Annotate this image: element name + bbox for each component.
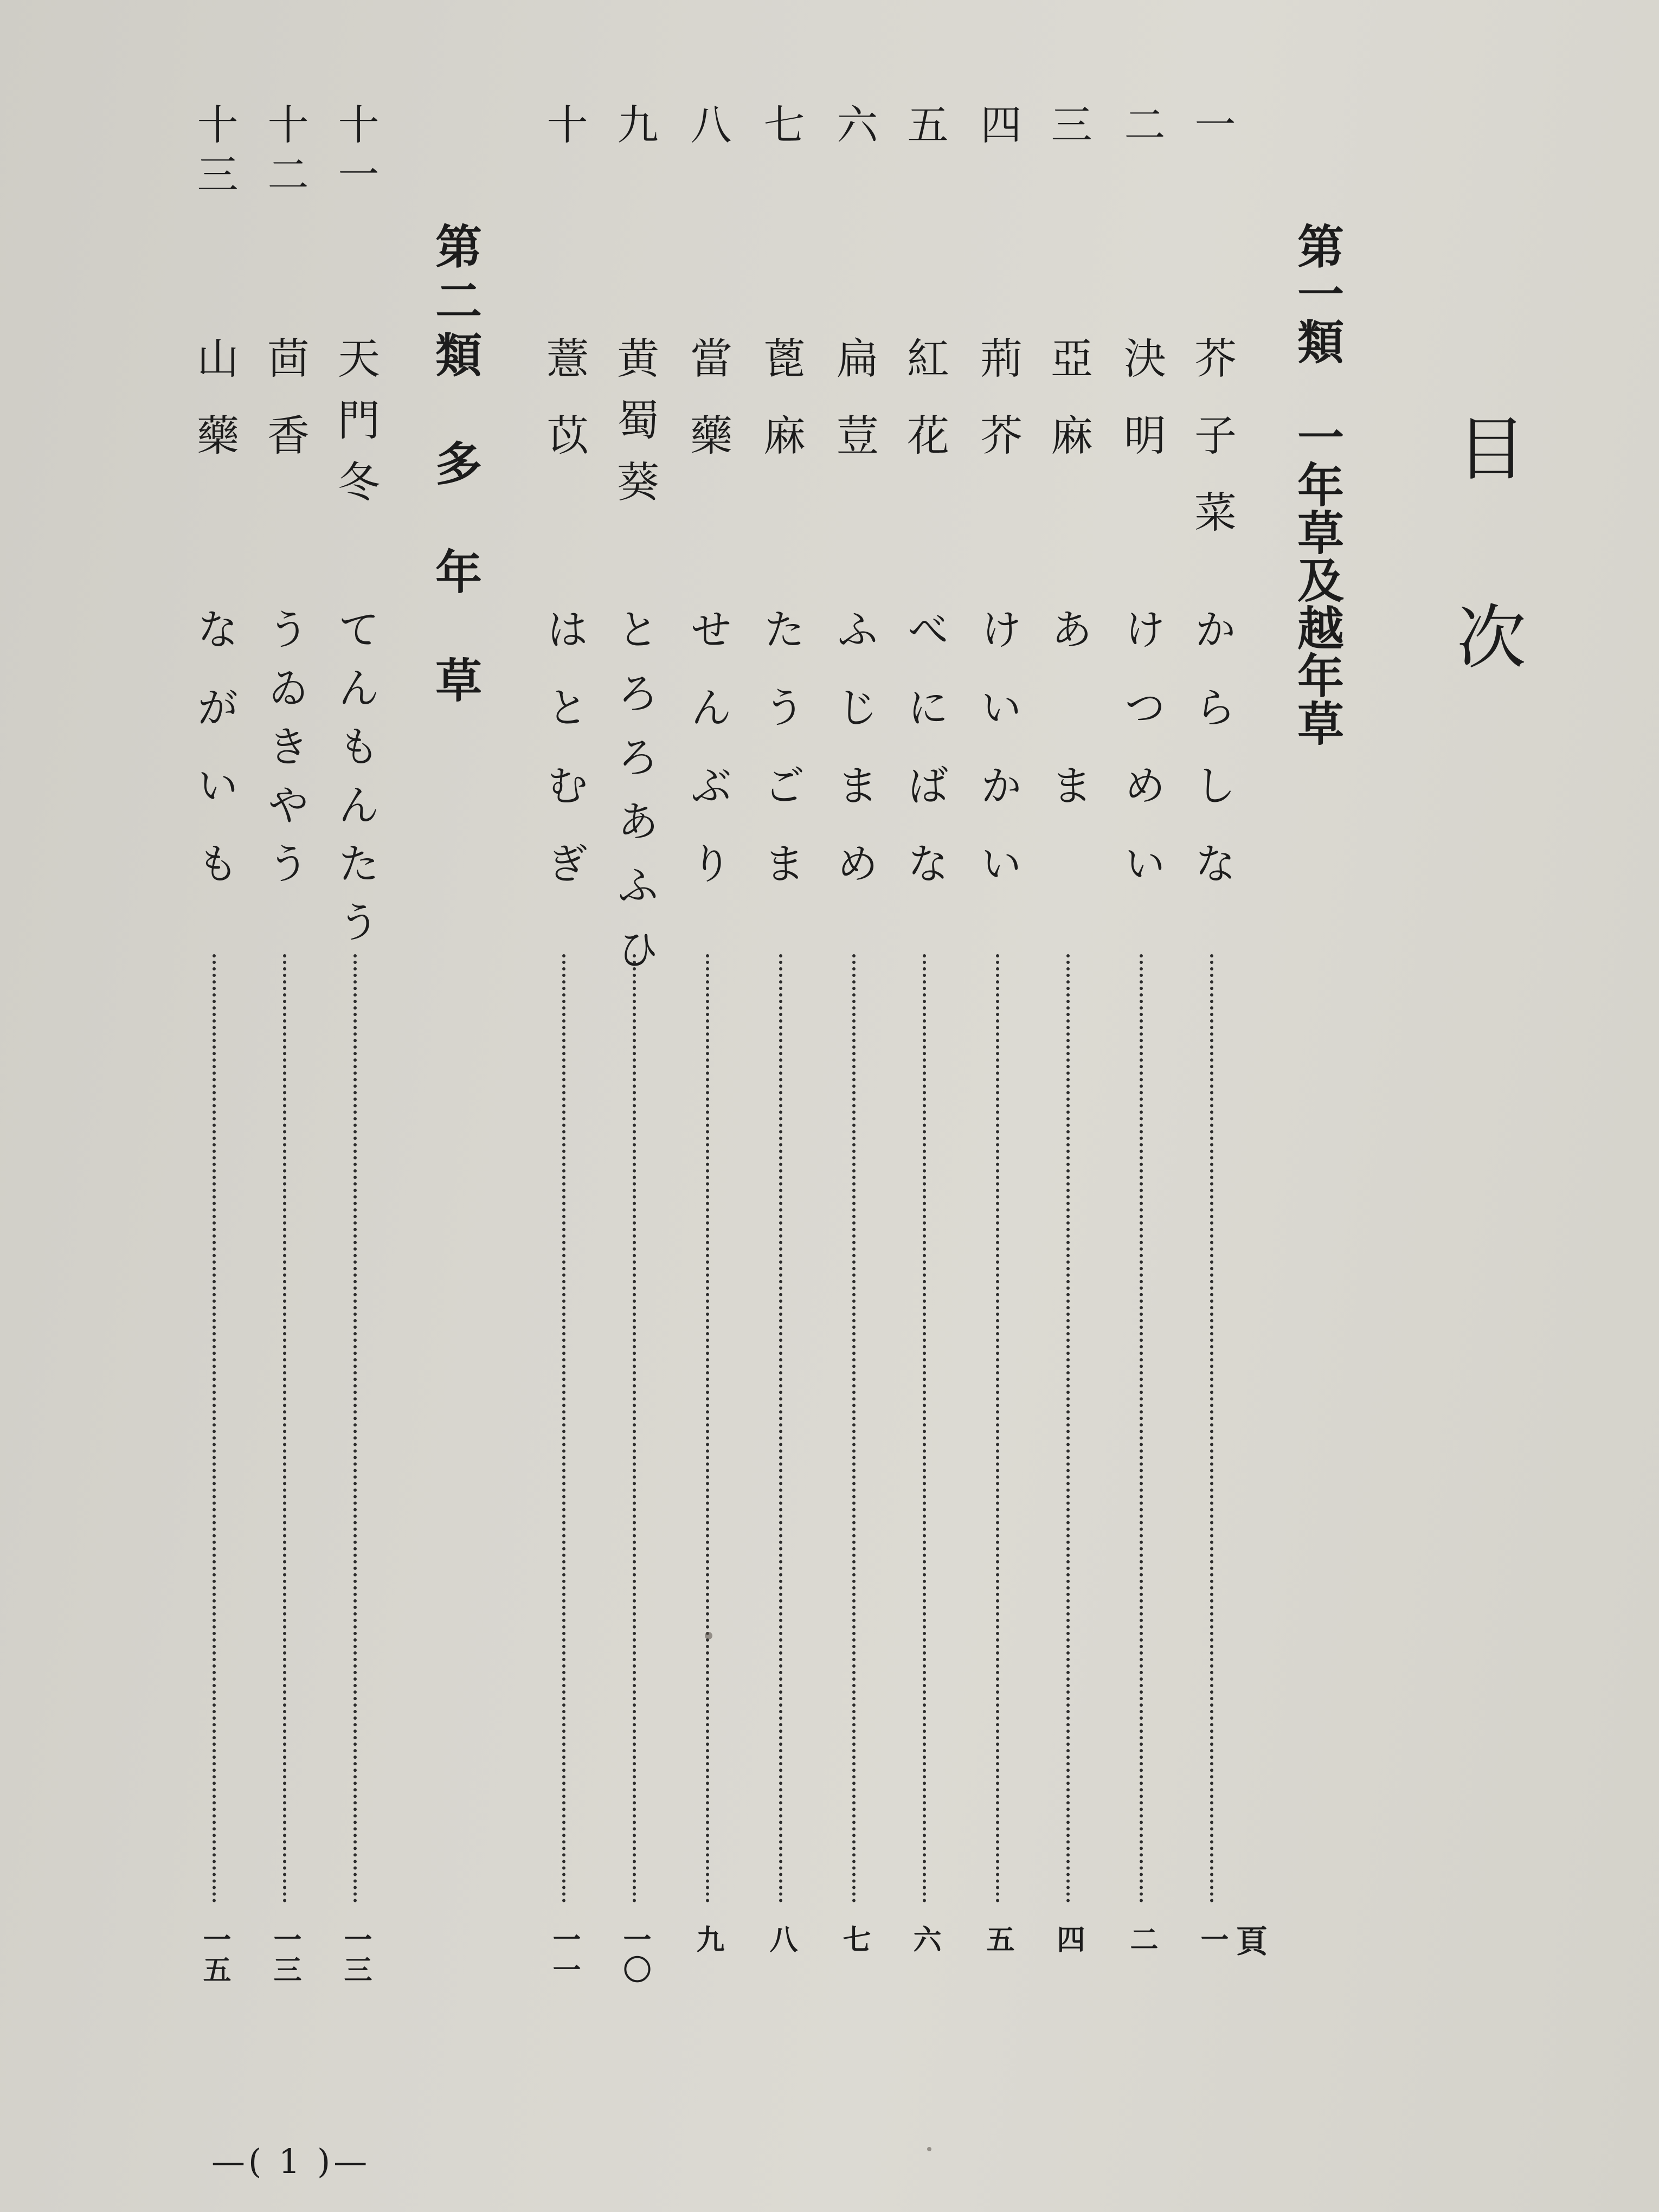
dot-leader [1140, 954, 1143, 1903]
dot-leader [779, 954, 782, 1903]
entry-name: 山藥 [190, 336, 239, 490]
dot-leader [1210, 954, 1213, 1903]
section-heading-1: 第一類 一年草及越年草 [1289, 222, 1344, 747]
dot-leader [633, 954, 636, 1903]
entry-number: 七 [757, 103, 805, 153]
entry-reading: からしな [1187, 607, 1236, 919]
entry-reading: ふじまめ [829, 607, 878, 919]
paper-speck [927, 2147, 931, 2151]
entry-number: 一 [1188, 103, 1236, 153]
entry-page: 七 [838, 1925, 871, 1955]
entry-page: 一 [1195, 1925, 1229, 1955]
entry-number: 五 [901, 103, 949, 153]
entry-reading: けいかい [973, 607, 1022, 919]
entry-page: 一五 [198, 1925, 231, 1985]
entry-name: 扁荳 [829, 336, 878, 490]
entry-number: 九 [610, 103, 659, 153]
entry-reading: はとむぎ [539, 607, 588, 919]
entry-page: 二 [1125, 1925, 1158, 1955]
entry-reading: けつめい [1117, 607, 1166, 919]
entry-page: 一三 [268, 1925, 301, 1985]
entry-reading: うゐきやう [260, 607, 309, 900]
section-heading-2: 第二類 多 年 草 [427, 222, 482, 710]
entry-number: 六 [830, 103, 878, 153]
entry-name: 天門冬 [331, 336, 380, 522]
entry-number: 八 [684, 103, 732, 153]
entry-page: 五 [981, 1925, 1014, 1955]
entry-name: 當藥 [683, 336, 732, 490]
entry-reading: あ ま [1044, 607, 1092, 841]
entry-name: 黄蜀葵 [610, 336, 659, 522]
entry-page: 四 [1052, 1925, 1085, 1955]
entry-name: 芥子菜 [1187, 336, 1236, 567]
entry-name: 蓖麻 [756, 336, 805, 490]
entry-reading: せんぶり [683, 607, 732, 919]
entry-name: 茴香 [260, 336, 309, 490]
entry-number: 十 [540, 103, 588, 153]
page-unit-label: 頁 [1231, 1925, 1268, 1956]
entry-page: 一〇 [618, 1925, 651, 1985]
page-folio: —( 1 )— [211, 2142, 371, 2181]
dot-leader [996, 954, 999, 1903]
dot-leader [562, 954, 565, 1903]
entry-page: 一一 [548, 1925, 581, 1985]
entry-page: 一三 [339, 1925, 372, 1985]
entry-name: 紅花 [900, 336, 949, 490]
dot-leader [213, 954, 216, 1903]
page-title: 目次 [1445, 412, 1526, 789]
entry-page: 九 [691, 1925, 724, 1955]
dot-leader [1066, 954, 1070, 1903]
dot-leader [283, 954, 286, 1903]
entry-number: 四 [974, 103, 1022, 153]
dot-leader [923, 954, 926, 1903]
entry-page: 六 [908, 1925, 941, 1955]
paper-speck [705, 1632, 712, 1639]
entry-number: 十二 [261, 103, 309, 203]
entry-number: 十三 [190, 103, 239, 203]
entry-reading: てんもんたう [331, 607, 380, 959]
entry-page: 八 [764, 1925, 798, 1955]
entry-reading: たうごま [756, 607, 805, 919]
entry-name: 荊芥 [973, 336, 1022, 490]
dot-leader [852, 954, 856, 1903]
entry-reading: とろろあふひ [610, 607, 659, 991]
entry-reading: べにばな [900, 607, 949, 919]
entry-number: 二 [1117, 103, 1166, 153]
entry-number: 三 [1044, 103, 1092, 153]
dot-leader [353, 954, 357, 1903]
entry-name: 決明 [1117, 336, 1166, 490]
entry-number: 十一 [331, 103, 380, 203]
entry-reading: ながいも [190, 607, 239, 919]
dot-leader [706, 954, 709, 1903]
entry-name: 薏苡 [539, 336, 588, 490]
entry-name: 亞麻 [1044, 336, 1092, 490]
